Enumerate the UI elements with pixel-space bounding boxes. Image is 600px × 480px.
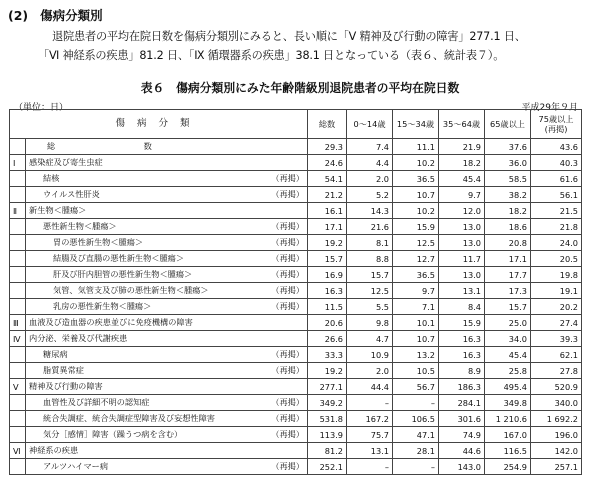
- value-cell: 7.4: [347, 139, 393, 155]
- section-title: 傷病分類別: [40, 8, 103, 23]
- row-note: （再掲）: [271, 413, 305, 423]
- intro-line-1: 退院患者の平均在院日数を傷病分類別にみると、長い順に「Ⅴ 精神及び行動の障害」277.1 日、: [52, 30, 526, 43]
- value-cell: 13.0: [439, 219, 485, 235]
- value-cell: 284.1: [439, 395, 485, 411]
- value-cell: 21.2: [308, 187, 347, 203]
- value-cell: 10.7: [393, 331, 439, 347]
- value-cell: 18.2: [439, 155, 485, 171]
- row-code: [10, 347, 26, 363]
- value-cell: 19.2: [308, 235, 347, 251]
- value-cell: 11.7: [439, 251, 485, 267]
- value-cell: 44.4: [347, 379, 393, 395]
- value-cell: 34.0: [485, 331, 531, 347]
- row-label: 結核: [43, 173, 60, 183]
- value-cell: 16.3: [439, 347, 485, 363]
- table-row: [10, 171, 582, 187]
- table-title: 表６ 傷病分類別にみた年齢階級別退院患者の平均在院日数: [140, 81, 460, 95]
- value-cell: 10.2: [393, 155, 439, 171]
- value-cell: 277.1: [308, 379, 347, 395]
- intro-line-2: 「Ⅵ 神経系の疾患」81.2 日、「Ⅸ 循環器系の疾患」38.1 日となっている（表６、統計表７）。: [38, 49, 505, 62]
- row-note: （再掲）: [271, 397, 305, 407]
- value-cell: 9.7: [439, 187, 485, 203]
- row-note: （再掲）: [271, 189, 305, 199]
- row-label-cell: [26, 395, 308, 411]
- table-row: [10, 235, 582, 251]
- value-cell: 142.0: [531, 443, 582, 459]
- row-label: 気分［感情］障害（躁うつ病を含む）: [43, 429, 183, 439]
- table-row: [10, 347, 582, 363]
- section-number: (2): [8, 8, 29, 23]
- row-label: 脂質異常症: [43, 365, 84, 375]
- table-row: [10, 459, 582, 475]
- value-cell: 81.2: [308, 443, 347, 459]
- row-label: ウイルス性肝炎: [43, 189, 100, 199]
- table-row: [10, 411, 582, 427]
- value-cell: 19.1: [531, 283, 582, 299]
- value-cell: 10.9: [347, 347, 393, 363]
- table-row: [10, 219, 582, 235]
- row-label-cell: [26, 219, 308, 235]
- value-cell: 301.6: [439, 411, 485, 427]
- row-code: [10, 219, 26, 235]
- value-cell: 38.2: [485, 187, 531, 203]
- value-cell: 18.6: [485, 219, 531, 235]
- row-label: 新生物＜腫瘍＞: [29, 205, 87, 215]
- row-label: 悪性新生物＜腫瘍＞: [43, 221, 117, 231]
- table-row: [10, 267, 582, 283]
- table-row: [10, 187, 582, 203]
- section-heading: [8, 6, 103, 24]
- row-note: （再掲）: [271, 301, 305, 311]
- value-cell: 20.5: [531, 251, 582, 267]
- value-cell: 13.1: [439, 283, 485, 299]
- row-note: （再掲）: [271, 461, 305, 471]
- row-label-cell: [26, 427, 308, 443]
- row-code: Ⅳ: [10, 331, 26, 347]
- row-label: 統合失調症、統合失調症型障害及び妄想性障害: [43, 413, 215, 423]
- value-cell: 56.7: [393, 379, 439, 395]
- value-cell: 167.2: [347, 411, 393, 427]
- row-code: [10, 235, 26, 251]
- row-note: （再掲）: [271, 349, 305, 359]
- value-cell: 12.5: [347, 283, 393, 299]
- row-label-cell: [26, 251, 308, 267]
- value-cell: –: [393, 459, 439, 475]
- value-cell: 16.3: [308, 283, 347, 299]
- table-row: [10, 427, 582, 443]
- value-cell: 54.1: [308, 171, 347, 187]
- value-cell: 11.1: [393, 139, 439, 155]
- row-label-cell: [26, 299, 308, 315]
- row-label-cell: [26, 379, 308, 395]
- value-cell: 17.1: [485, 251, 531, 267]
- value-cell: 21.6: [347, 219, 393, 235]
- value-cell: 254.9: [485, 459, 531, 475]
- row-label: 血液及び造血器の疾患並びに免疫機構の障害: [29, 317, 193, 327]
- table-unit: （単位：日）: [14, 103, 69, 113]
- table-row: [10, 315, 582, 331]
- value-cell: 36.5: [393, 171, 439, 187]
- row-label-cell: [26, 235, 308, 251]
- table-row: [10, 331, 582, 347]
- value-cell: 62.1: [531, 347, 582, 363]
- header-age-75-plus: [531, 110, 582, 139]
- value-cell: 20.6: [308, 315, 347, 331]
- row-code: Ⅵ: [10, 443, 26, 459]
- value-cell: 11.5: [308, 299, 347, 315]
- value-cell: 33.3: [308, 347, 347, 363]
- value-cell: 9.7: [393, 283, 439, 299]
- value-cell: 1 210.6: [485, 411, 531, 427]
- table-row: [10, 139, 582, 155]
- value-cell: 8.1: [347, 235, 393, 251]
- value-cell: 21.8: [531, 219, 582, 235]
- value-cell: 2.0: [347, 171, 393, 187]
- value-cell: 12.5: [393, 235, 439, 251]
- value-cell: 495.4: [485, 379, 531, 395]
- value-cell: 16.9: [308, 267, 347, 283]
- value-cell: 14.3: [347, 203, 393, 219]
- value-cell: 27.4: [531, 315, 582, 331]
- value-cell: 143.0: [439, 459, 485, 475]
- row-note: （再掲）: [271, 365, 305, 375]
- value-cell: 25.0: [485, 315, 531, 331]
- value-cell: 58.5: [485, 171, 531, 187]
- row-label-cell: [26, 347, 308, 363]
- value-cell: 5.5: [347, 299, 393, 315]
- row-label: 結腸及び直腸の悪性新生物＜腫瘍＞: [53, 253, 185, 263]
- value-cell: 45.4: [485, 347, 531, 363]
- value-cell: 17.7: [485, 267, 531, 283]
- value-cell: 75.7: [347, 427, 393, 443]
- value-cell: 61.6: [531, 171, 582, 187]
- value-cell: 10.7: [393, 187, 439, 203]
- value-cell: 16.3: [439, 331, 485, 347]
- row-note: （再掲）: [271, 173, 305, 183]
- value-cell: 17.1: [308, 219, 347, 235]
- row-label: 肝及び肝内胆管の悪性新生物＜腫瘍＞: [53, 269, 193, 279]
- value-cell: 15.7: [308, 251, 347, 267]
- row-code: [10, 283, 26, 299]
- value-cell: –: [347, 395, 393, 411]
- value-cell: 10.1: [393, 315, 439, 331]
- row-code: [10, 411, 26, 427]
- table-row: [10, 299, 582, 315]
- row-label: 感染症及び寄生虫症: [29, 157, 103, 167]
- value-cell: 36.5: [393, 267, 439, 283]
- row-label-cell: [26, 443, 308, 459]
- value-cell: 116.5: [485, 443, 531, 459]
- value-cell: 186.3: [439, 379, 485, 395]
- row-note: （再掲）: [271, 237, 305, 247]
- value-cell: 10.2: [393, 203, 439, 219]
- value-cell: 27.8: [531, 363, 582, 379]
- value-cell: 26.6: [308, 331, 347, 347]
- value-cell: 39.3: [531, 331, 582, 347]
- row-note: （再掲）: [271, 221, 305, 231]
- value-cell: 8.8: [347, 251, 393, 267]
- header-category: 傷病分類: [10, 110, 308, 139]
- value-cell: 13.1: [347, 443, 393, 459]
- value-cell: 7.1: [393, 299, 439, 315]
- row-note: （再掲）: [271, 253, 305, 263]
- value-cell: 15.7: [485, 299, 531, 315]
- table-row: [10, 251, 582, 267]
- row-label: 内分泌、栄養及び代謝疾患: [29, 333, 128, 343]
- value-cell: 44.6: [439, 443, 485, 459]
- row-note: （再掲）: [271, 429, 305, 439]
- row-label: 血管性及び詳細不明の認知症: [43, 397, 150, 407]
- row-code: Ⅰ: [10, 155, 26, 171]
- value-cell: 21.9: [439, 139, 485, 155]
- row-code: Ⅲ: [10, 315, 26, 331]
- value-cell: 531.8: [308, 411, 347, 427]
- value-cell: 167.0: [485, 427, 531, 443]
- header-age-35-64: 35～64歳: [439, 110, 485, 139]
- row-code: [10, 395, 26, 411]
- value-cell: 12.0: [439, 203, 485, 219]
- value-cell: 13.0: [439, 235, 485, 251]
- value-cell: 40.3: [531, 155, 582, 171]
- row-code: [10, 427, 26, 443]
- value-cell: 15.9: [439, 315, 485, 331]
- row-label: 気管、気管支及び肺の悪性新生物＜腫瘍＞: [53, 285, 209, 295]
- value-cell: 340.0: [531, 395, 582, 411]
- header-age-65-plus: 65歳以上: [485, 110, 531, 139]
- row-label: 乳房の悪性新生物＜腫瘍＞: [53, 301, 152, 311]
- value-cell: 113.9: [308, 427, 347, 443]
- row-note: （再掲）: [271, 285, 305, 295]
- row-code: [10, 139, 26, 155]
- value-cell: 4.7: [347, 331, 393, 347]
- row-code: [10, 251, 26, 267]
- row-label-cell: [26, 283, 308, 299]
- row-label-cell: [26, 203, 308, 219]
- row-label-cell: [26, 267, 308, 283]
- value-cell: 8.4: [439, 299, 485, 315]
- row-label: 精神及び行動の障害: [29, 381, 103, 391]
- value-cell: 13.0: [439, 267, 485, 283]
- table-row: [10, 395, 582, 411]
- table-row: [10, 203, 582, 219]
- header-age-75-plus-note: (再掲): [544, 124, 568, 134]
- table-header-row: [10, 110, 582, 139]
- value-cell: 19.2: [308, 363, 347, 379]
- los-table: [9, 109, 582, 475]
- row-label-cell: [26, 459, 308, 475]
- value-cell: 37.6: [485, 139, 531, 155]
- table-row: [10, 379, 582, 395]
- row-label: アルツハイマー病: [43, 461, 109, 471]
- row-label: 神経系の疾患: [29, 445, 79, 455]
- row-label-cell: [26, 315, 308, 331]
- value-cell: 4.4: [347, 155, 393, 171]
- value-cell: –: [347, 459, 393, 475]
- value-cell: 9.8: [347, 315, 393, 331]
- row-label-cell: [26, 331, 308, 347]
- row-label-cell: [26, 171, 308, 187]
- value-cell: 520.9: [531, 379, 582, 395]
- value-cell: 17.3: [485, 283, 531, 299]
- intro-paragraph: [38, 27, 597, 65]
- row-code: Ⅱ: [10, 203, 26, 219]
- value-cell: 15.7: [347, 267, 393, 283]
- row-code: Ⅴ: [10, 379, 26, 395]
- value-cell: 28.1: [393, 443, 439, 459]
- row-label-cell: [26, 155, 308, 171]
- value-cell: 8.9: [439, 363, 485, 379]
- row-label-cell: [26, 363, 308, 379]
- value-cell: 20.2: [531, 299, 582, 315]
- value-cell: 43.6: [531, 139, 582, 155]
- header-age-75-plus-label: 75歳以上: [538, 114, 574, 124]
- table-date: 平成29年９月: [521, 103, 578, 113]
- row-label: 糖尿病: [43, 349, 68, 359]
- row-label: 胃の悪性新生物＜腫瘍＞: [53, 237, 144, 247]
- row-label-cell: [26, 187, 308, 203]
- value-cell: 45.4: [439, 171, 485, 187]
- row-code: [10, 187, 26, 203]
- value-cell: 349.2: [308, 395, 347, 411]
- row-code: [10, 267, 26, 283]
- header-age-0-14: 0～14歳: [347, 110, 393, 139]
- value-cell: 106.5: [393, 411, 439, 427]
- table-row: [10, 443, 582, 459]
- value-cell: 47.1: [393, 427, 439, 443]
- row-label-cell: [26, 139, 308, 155]
- value-cell: 24.6: [308, 155, 347, 171]
- value-cell: 18.2: [485, 203, 531, 219]
- value-cell: 29.3: [308, 139, 347, 155]
- value-cell: 2.0: [347, 363, 393, 379]
- table-row: [10, 283, 582, 299]
- value-cell: 13.2: [393, 347, 439, 363]
- row-label-cell: [26, 411, 308, 427]
- row-label: 総 数: [47, 141, 176, 151]
- row-code: [10, 171, 26, 187]
- value-cell: 10.5: [393, 363, 439, 379]
- value-cell: 349.8: [485, 395, 531, 411]
- row-code: [10, 459, 26, 475]
- value-cell: 25.8: [485, 363, 531, 379]
- value-cell: 257.1: [531, 459, 582, 475]
- value-cell: 252.1: [308, 459, 347, 475]
- value-cell: 196.0: [531, 427, 582, 443]
- value-cell: 5.2: [347, 187, 393, 203]
- value-cell: 74.9: [439, 427, 485, 443]
- value-cell: 12.7: [393, 251, 439, 267]
- value-cell: 20.8: [485, 235, 531, 251]
- value-cell: 21.5: [531, 203, 582, 219]
- header-total: 総数: [308, 110, 347, 139]
- table-row: [10, 155, 582, 171]
- row-note: （再掲）: [271, 269, 305, 279]
- row-code: [10, 299, 26, 315]
- value-cell: 15.9: [393, 219, 439, 235]
- value-cell: 24.0: [531, 235, 582, 251]
- row-code: [10, 363, 26, 379]
- value-cell: 19.8: [531, 267, 582, 283]
- table-row: [10, 363, 582, 379]
- value-cell: –: [393, 395, 439, 411]
- value-cell: 36.0: [485, 155, 531, 171]
- value-cell: 1 692.2: [531, 411, 582, 427]
- header-age-15-34: 15～34歳: [393, 110, 439, 139]
- value-cell: 56.1: [531, 187, 582, 203]
- value-cell: 16.1: [308, 203, 347, 219]
